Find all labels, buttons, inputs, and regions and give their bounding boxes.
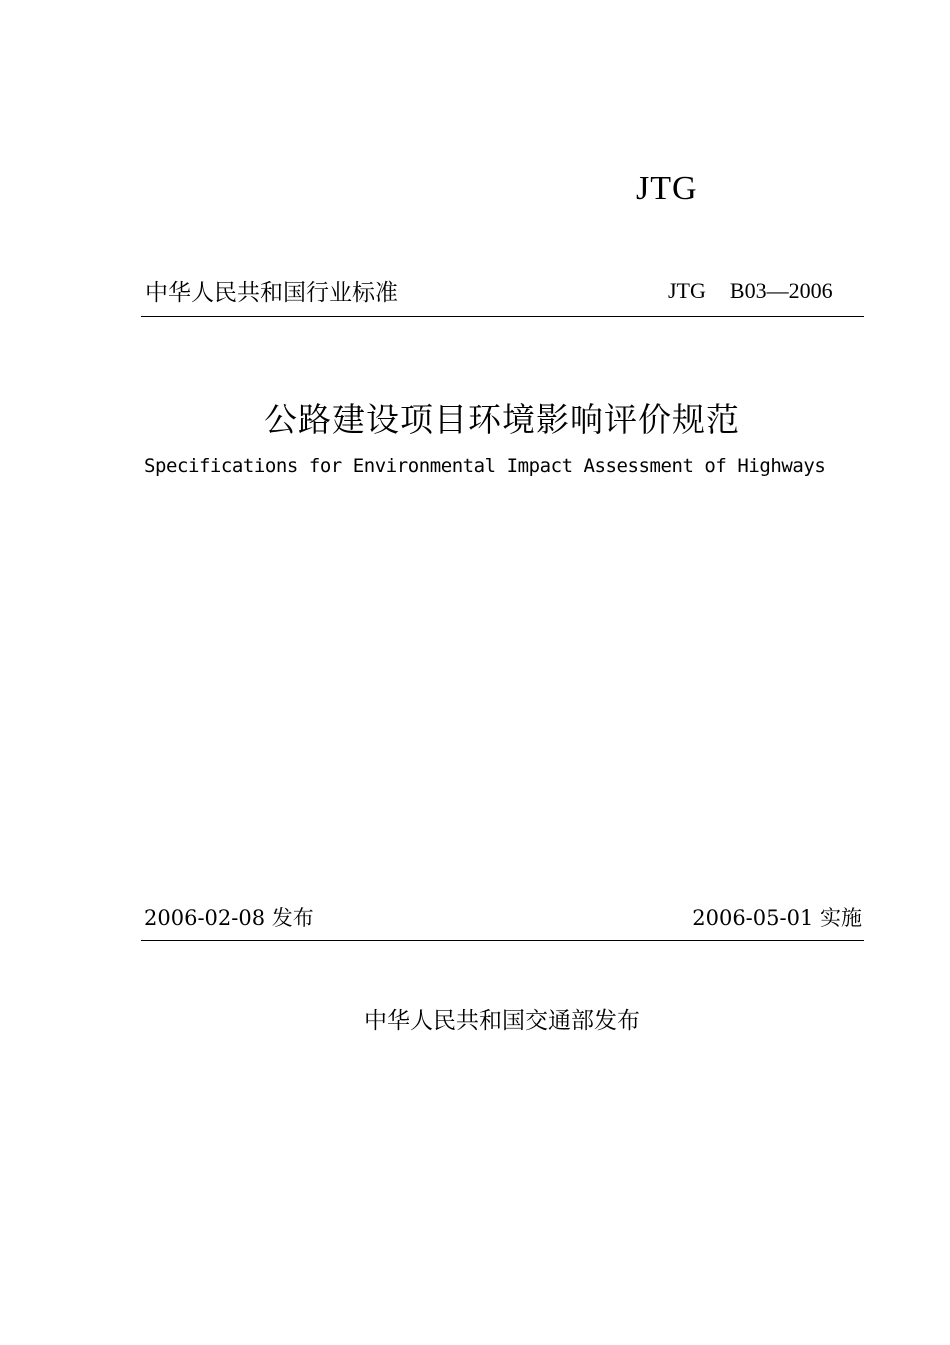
standard-number (668, 278, 833, 304)
implementation-date: 2006-05-01 实施 (692, 906, 862, 930)
standard-number-code: B03—2006 (729, 278, 833, 303)
publisher: 中华人民共和国交通部发布 (364, 1008, 640, 1034)
footer-divider (141, 940, 864, 941)
standard-code-mark: JTG (636, 170, 698, 207)
issue-date: 2006-02-08 发布 (144, 906, 314, 930)
header-divider (141, 316, 864, 317)
document-title-chinese: 公路建设项目环境影响评价规范 (264, 400, 740, 439)
standard-type: 中华人民共和国行业标准 (145, 280, 398, 306)
document-title-english: Specifications for Environmental Impact Assessment of Highways (144, 455, 826, 477)
standard-number-prefix: JTG (668, 278, 706, 303)
